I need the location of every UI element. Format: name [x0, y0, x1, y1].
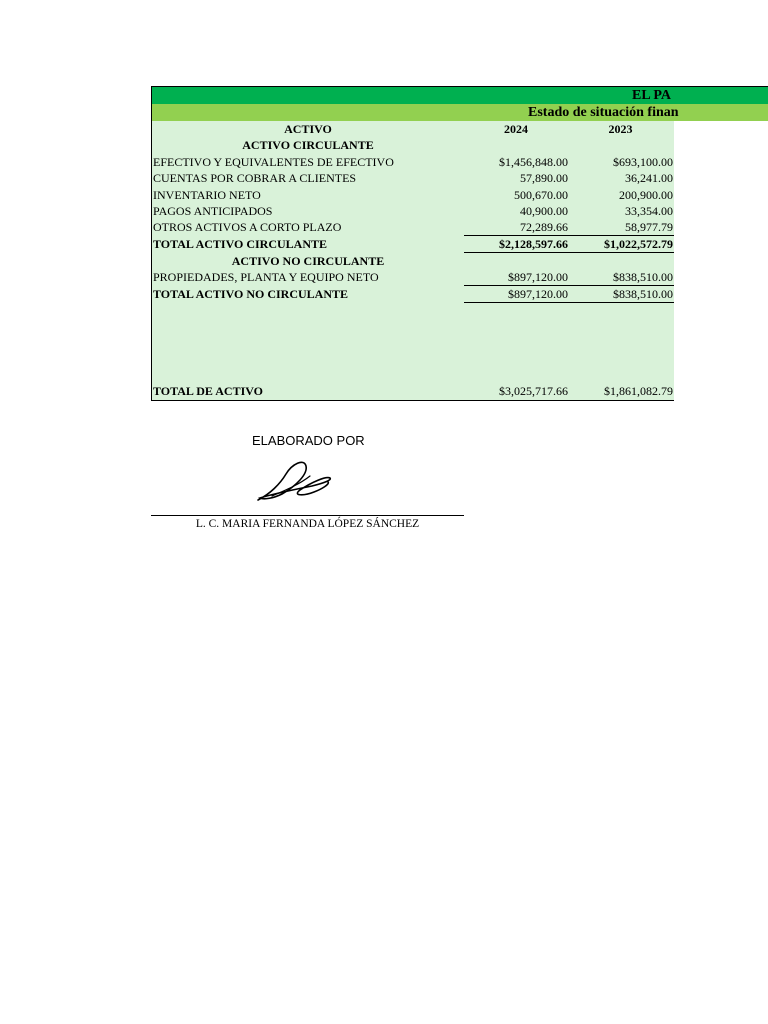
total-label: TOTAL ACTIVO CIRCULANTE: [153, 237, 328, 251]
total-value-2023: $838,510.00: [613, 287, 673, 301]
total-rule: [464, 302, 674, 303]
table-row: [152, 187, 674, 203]
table-body: [151, 121, 674, 401]
row-value-2024: 40,900.00: [520, 204, 568, 218]
row-value-2023: 200,900.00: [619, 188, 673, 202]
total-value-2024: $897,120.00: [508, 287, 568, 301]
row-label: CUENTAS POR COBRAR A CLIENTES: [153, 171, 357, 185]
row-value-2023: $693,100.00: [613, 155, 673, 169]
row-value-2024: 57,890.00: [520, 171, 568, 185]
row-label: EFECTIVO Y EQUIVALENTES DE EFECTIVO: [153, 155, 394, 169]
total-label: TOTAL DE ACTIVO: [153, 384, 264, 398]
row-value-2023: $838,510.00: [613, 270, 673, 284]
row-value-2024: 500,670.00: [514, 188, 568, 202]
column-header-activo: ACTIVO: [284, 122, 332, 136]
row-value-2023: 36,241.00: [625, 171, 673, 185]
total-value-2023: $1,861,082.79: [604, 384, 673, 398]
table-row: [152, 154, 674, 170]
row-value-2024: $1,456,848.00: [499, 155, 568, 169]
table-row: [152, 269, 674, 285]
row-value-2023: 58,977.79: [625, 220, 673, 234]
section-title-current: ACTIVO CIRCULANTE: [242, 138, 374, 152]
company-title: EL PA: [632, 88, 672, 103]
subtitle-band: [151, 104, 768, 121]
total-value-2023: $1,022,572.79: [604, 237, 673, 251]
balance-sheet: [151, 86, 768, 401]
row-label: OTROS ACTIVOS A CORTO PLAZO: [153, 220, 342, 234]
signature-line: [151, 515, 464, 516]
total-label: TOTAL ACTIVO NO CIRCULANTE: [153, 287, 349, 301]
row-value-2024: $897,120.00: [508, 270, 568, 284]
section-title-row: [152, 253, 674, 269]
prepared-by-label: ELABORADO POR: [252, 433, 365, 448]
total-row-assets: [152, 383, 674, 399]
total-row-noncurrent: [152, 286, 674, 302]
table-row: [152, 219, 674, 235]
table-row: [152, 170, 674, 186]
signature-image: [252, 456, 372, 506]
section-title-noncurrent: ACTIVO NO CIRCULANTE: [231, 254, 385, 268]
statement-subtitle: Estado de situación finan: [528, 105, 679, 120]
total-value-2024: $2,128,597.66: [499, 237, 568, 251]
table-row: [152, 203, 674, 219]
row-value-2024: 72,289.66: [520, 220, 568, 234]
row-label: PAGOS ANTICIPADOS: [153, 204, 273, 218]
row-label: INVENTARIO NETO: [153, 188, 261, 202]
row-label: PROPIEDADES, PLANTA Y EQUIPO NETO: [153, 270, 379, 284]
column-header-row: [152, 121, 674, 137]
column-header-2024: 2024: [504, 122, 528, 136]
total-value-2024: $3,025,717.66: [499, 384, 568, 398]
company-title-band: [151, 86, 768, 104]
signer-name: L. C. MARIA FERNANDA LÓPEZ SÁNCHEZ: [195, 518, 420, 530]
column-header-2023: 2023: [608, 122, 633, 136]
row-value-2023: 33,354.00: [625, 204, 673, 218]
total-row-current: [152, 236, 674, 252]
section-title-row: [152, 137, 674, 153]
